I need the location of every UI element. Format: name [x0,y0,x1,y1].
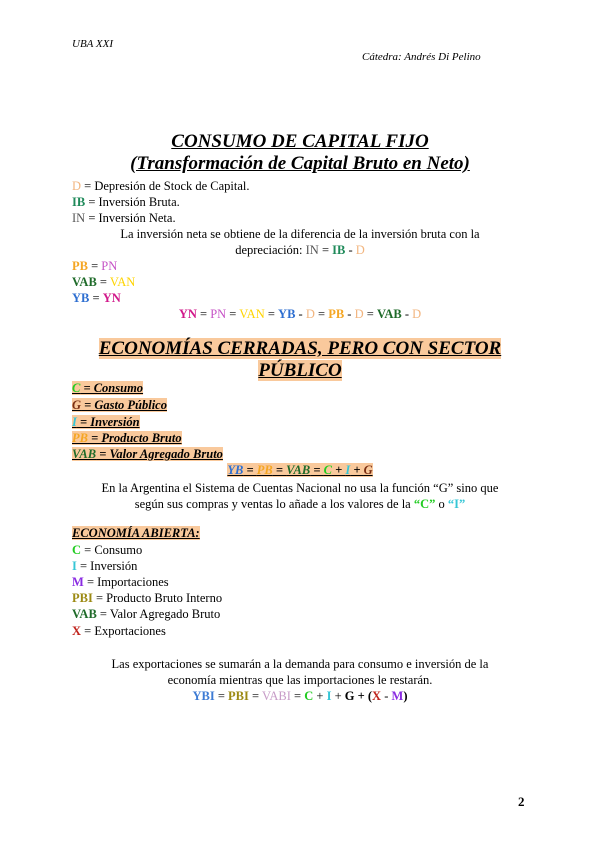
equals: = [96,275,110,289]
symbol: VAB [72,607,97,621]
paragraph-line [72,242,528,258]
symbol: C [72,381,81,395]
def-row [72,380,143,396]
definition-text: = Inversión [76,415,140,429]
def-row [72,558,137,574]
chain-term: PB [328,307,345,321]
formula-term: C [323,463,332,477]
equals: = [89,291,103,305]
chain-term: D [305,307,315,321]
symbol: VAB [72,275,97,289]
paragraph-line [72,496,528,512]
formula-op: - [381,689,392,703]
header-right: Cátedra: Andrés Di Pelino [362,51,481,63]
formula-term: YB [227,463,244,477]
formula-op: ) [403,689,408,703]
section2-title-line1: ECONOMÍAS CERRADAS, PERO CON SECTOR [98,338,502,359]
definition-text: Depresión de Stock de Capital. [94,179,250,193]
formula-op: = [248,689,262,703]
symbol: PB [72,259,88,273]
formula-term: C [304,689,314,703]
symbol: I [72,415,77,429]
chain-op: = [264,307,279,321]
symbol: VAB [72,447,97,461]
definition-text: = Inversión [76,559,138,573]
text: depreciación: [235,243,306,257]
definition-text: Inversión Neta. [98,211,176,225]
section1-title-line1: CONSUMO DE CAPITAL FIJO [171,131,429,152]
formula-term: VABI [261,689,291,703]
section3-title [72,525,200,541]
symbol: G [72,398,82,412]
section1-title-line2: (Transformación de Capital Bruto en Neto) [130,153,470,174]
chain-term: VAN [239,307,265,321]
equals: = [318,243,333,257]
def-row [72,210,176,226]
definition-text: = Gasto Público [81,398,167,412]
chain-op: = [363,307,377,321]
formula-term: G [363,463,373,477]
symbol: D [72,179,82,193]
formula-op: = [272,463,287,477]
chain-term: D [412,307,422,321]
formula-term: VAB [286,463,311,477]
def-row [72,414,140,430]
definition-text: = Valor Agregado Bruto [96,607,221,621]
equals: = [87,259,102,273]
chain-op: - [344,307,355,321]
text: según sus compras y ventas lo añade a los valores de la [134,497,414,511]
section3-title-text: ECONOMÍA ABIERTA: [72,526,200,540]
formula-op: + [331,463,346,477]
symbol: C [72,543,82,557]
symbol: PB [72,431,88,445]
symbol: IN [72,211,86,225]
def-row [72,446,223,462]
def-row [72,574,169,590]
paragraph-line: La inversión neta se obtiene de la diferencia de la inversión bruta con la [120,227,480,241]
symbol: IB [332,243,346,257]
equation-row [72,274,135,290]
formula-term: X [372,689,382,703]
formula-op: = [290,689,305,703]
def-row [72,590,222,606]
symbol: X [72,624,82,638]
definition-text: = Consumo [81,543,143,557]
formula-op: = [214,689,229,703]
def-row [72,606,220,622]
definition-text: = Importaciones [83,575,169,589]
def-row [72,430,182,446]
formula-op: + [313,689,327,703]
formula-op: + [331,689,345,703]
chain-op: = [226,307,240,321]
symbol: “C” [413,497,436,511]
text: o [435,497,448,511]
chain-op: = [196,307,211,321]
formula-term: G [344,689,355,703]
page-number: 2 [518,794,525,809]
chain-op: = [314,307,329,321]
section3-formula [72,688,528,704]
symbol: IN [305,243,319,257]
chain-term: D [354,307,364,321]
definition-text: = Producto Bruto [87,431,182,445]
definition-text: Inversión Bruta. [98,195,180,209]
symbol: YN [102,291,121,305]
symbol: PN [101,259,118,273]
symbol: PBI [72,591,93,605]
paragraph-line: Las exportaciones se sumarán a la demanda para consumo e inversión de la [111,657,489,671]
symbol: I [72,559,77,573]
formula-op: + [350,463,364,477]
symbol: IB [72,195,86,209]
formula-term: YBI [192,689,215,703]
definition-text: = Consumo [80,381,144,395]
symbol: D [355,243,365,257]
chain-op: - [401,307,413,321]
def-row [72,397,167,413]
def-row [72,623,166,639]
formula-term: I [326,689,332,703]
paragraph-line: economía mientras que las importaciones le restarán. [167,673,433,687]
def-row [72,178,250,194]
equation-row [72,258,117,274]
definition-text: = Exportaciones [81,624,166,638]
chain-op: - [295,307,306,321]
chain-term: VAB [376,307,402,321]
formula-term: M [391,689,404,703]
symbol: VAN [109,275,136,289]
definition-text: = Producto Bruto Interno [92,591,223,605]
equals: = [85,211,99,225]
section1-title [72,131,528,175]
formula-op: = [310,463,324,477]
minus: - [345,243,356,257]
chain-term: PN [210,307,227,321]
def-row [72,194,180,210]
equals: = [85,195,99,209]
symbol: YB [72,291,90,305]
symbol: M [72,575,84,589]
formula-op: + ( [354,689,373,703]
header-left: UBA XXI [72,38,114,50]
symbol: “I” [447,497,466,511]
section2-title-line2: PÚBLICO [258,360,342,381]
def-row [72,542,142,558]
section2-formula [72,462,528,478]
paragraph-line: En la Argentina el Sistema de Cuentas Nacional no usa la función “G” sino que [101,481,499,495]
section2-title [72,338,528,382]
formula-term: PBI [228,689,249,703]
equals: = [81,179,95,193]
formula-op: = [243,463,257,477]
equation-row [72,290,121,306]
equivalence-chain [72,306,528,322]
definition-text: = Valor Agregado Bruto [96,447,223,461]
formula-term: I [345,463,351,477]
chain-term: YN [178,307,197,321]
formula-term: PB [256,463,273,477]
chain-term: YB [278,307,296,321]
